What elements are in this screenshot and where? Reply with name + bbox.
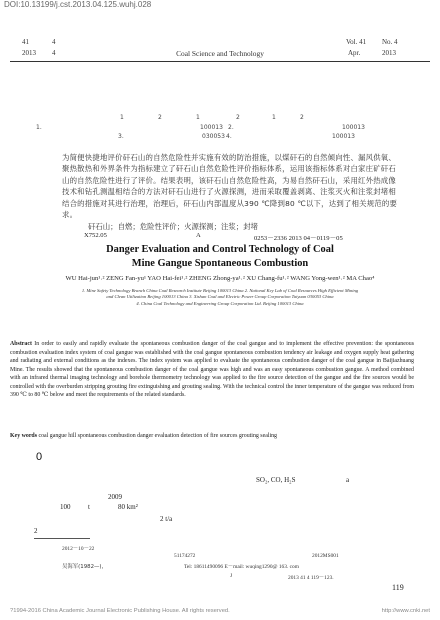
cn-affil-postcode: 100013 xyxy=(332,133,355,140)
document-code: A xyxy=(196,232,201,239)
page-number: 119 xyxy=(392,583,404,592)
cn-affil-sup: 1 xyxy=(120,114,124,121)
cn-affil-postcode: 100013 xyxy=(200,124,223,131)
footer-url: http://www.cnki.net xyxy=(381,608,430,614)
received-date: 2012－10－22 xyxy=(62,546,95,552)
keywords-label: Key words xyxy=(10,433,37,439)
cn-affil-sup: 2 xyxy=(300,114,304,121)
fund-number-2: 2012MS001 xyxy=(312,553,339,559)
authors-en: WU Hai-jun¹˒² ZENG Fan-yu¹ YAO Hai-fei¹˒² ZHENG Zhong-ya¹˒² XU Chang-fu¹˒² WANG Yong-wen¹˒² MA Chao⁴ xyxy=(65,275,375,282)
body-number: 100 xyxy=(60,503,71,511)
affiliation-line: and Clean Utilization Beijing 100013 China 3. Xishan Coal and Electric Power Group Corporation Taiyuan 030053 China xyxy=(106,294,334,300)
body-area: 80 km² xyxy=(118,503,138,511)
footnote-rule xyxy=(34,538,90,539)
abstract-en xyxy=(10,340,414,400)
cn-affil-marker: 4. xyxy=(226,133,232,140)
body-unit-t: t xyxy=(88,503,90,511)
cn-affil-sup: 2 xyxy=(236,114,240,121)
body-rate: 2 t/a xyxy=(160,515,173,523)
cn-affil-sup: 1 xyxy=(272,114,276,121)
cn-affil-postcode: 030053 xyxy=(202,133,225,140)
article-number: 0253－2336 2013 04－0119－05 xyxy=(254,235,343,242)
cn-affil-marker: 3. xyxy=(118,133,124,140)
affiliation-line: 1. Mine Safety Technology Branch China Coal Research Institute Beijing 100013 China 2. National Key Lab of Coal Resources High Efficient Mining xyxy=(81,288,359,293)
abstract-label: Abstract xyxy=(10,341,32,347)
abstract-cn-text: 为简便快捷地评价矸石山的自然危险性并实施有效的防治措施，以煤矸石的自然倾向性、漏风供氧、聚热散热和外界条件为指标建立了矸石山自然危险性评价指标体系，运用该指标体系对白家庄矿矸石山的自然危险性进行了评价。结果表明，该矸石山自然危险性高，为易自然矸石山，采用红外热成像技术和钻孔测温相结合的方法对矸石山进行了火源探测，进而采取覆盖剥离、注浆灭火和注浆封堵相结合的措施对其进行治理，治理后，矸石山内部温度从390 ℃降到80 ℃以下，达到了相关规范的要求。 xyxy=(62,153,398,220)
body-ref-a: a xyxy=(346,476,350,484)
header-volume-en: Vol. 41 xyxy=(346,38,367,46)
header-month-cn: 4 xyxy=(52,49,56,57)
header-volume-cn: 41 xyxy=(22,38,29,46)
cn-affil-marker: 1. xyxy=(36,124,42,131)
clc-number: X752.05 xyxy=(84,232,107,239)
header-year-en: 2013 xyxy=(382,49,396,57)
body-year: 2009 xyxy=(108,493,122,501)
header-journal-title: Coal Science and Technology xyxy=(176,49,264,58)
header-year-cn: 2013 xyxy=(22,49,36,57)
cn-affil-marker: 2. xyxy=(228,124,234,131)
header-number-cn: 4 xyxy=(52,38,56,46)
affiliations-en xyxy=(14,288,426,307)
doi-label: DOI:10.13199/j.cst.2013.04.125.wuhj.028 xyxy=(4,0,152,9)
header-rule xyxy=(10,61,430,62)
cn-affil-sup: 2 xyxy=(158,114,162,121)
cn-affil-sup: 1 xyxy=(196,114,200,121)
chemical-formula: SO₂, CO, H₂S xyxy=(256,476,296,484)
citation-detail: 2013 41 4 119－123. xyxy=(288,575,334,581)
body-ref-2: 2 xyxy=(34,527,38,535)
author-contact: Tel: 18611490096 E－mail: wuqing1290@ 163. com xyxy=(184,564,299,570)
author-bio: 吴海军(1982—)， xyxy=(62,564,107,570)
keywords-cn: 矸石山；自燃；危险性评价；火源探测；注浆；封堵 xyxy=(88,222,258,231)
affiliation-line: 4. China Coal Technology and Engineering Group Corporation Ltd. Beijing 100013 China xyxy=(136,300,304,306)
keywords-en xyxy=(10,433,277,439)
title-en-line2: Mine Gangue Spontaneous Combustion xyxy=(131,258,309,269)
citation-type: J xyxy=(230,573,233,579)
abstract-en-text: In order to easily and rapidly evaluate the spontaneous combustion danger of the coal gangue and to implement the effective prevention: the spontaneous combustion evaluation index system of coal gangue was established with the coal gangue spontaneous combustion tendency air leakage and oxygen supply heat gathering and radiating and external conditions as the indexes. The index system was applied to evaluate the spontaneous combustion danger of the coal gangue in Baijiazhuang Mine. The results showed that the spontaneous combustion danger of the coal gangue was high and was an easy spontaneous combustion gangue. A method combined with an infrared thermal imaging technology and borehole thermometry technology was applied to the fire source detection of the gangue and the fire sources would be controlled with the overburden stripping grouting fire extinguishing and grouting sealing. With the technical control the inner temperature of the gangue was reduced from 390 ℃ to 80 ℃ below and meet the requirements of the related standards. xyxy=(10,341,414,398)
abstract-cn xyxy=(62,152,398,220)
header-month-en: Apr. xyxy=(348,49,361,57)
title-en-line1: Danger Evaluation and Control Technology of Coal xyxy=(106,244,334,255)
cn-affil-postcode: 100013 xyxy=(342,124,365,131)
header-number-en: No. 4 xyxy=(382,38,398,46)
section-number: 0 xyxy=(36,451,43,463)
fund-number: 51174272 xyxy=(174,553,196,559)
keywords-en-text: coal gangue hill spontaneous combustion danger evaluation detection of fire sources grouting sealing xyxy=(38,433,277,439)
footer-copyright: ?1994-2016 China Academic Journal Electronic Publishing House. All rights reserved. xyxy=(10,608,230,614)
